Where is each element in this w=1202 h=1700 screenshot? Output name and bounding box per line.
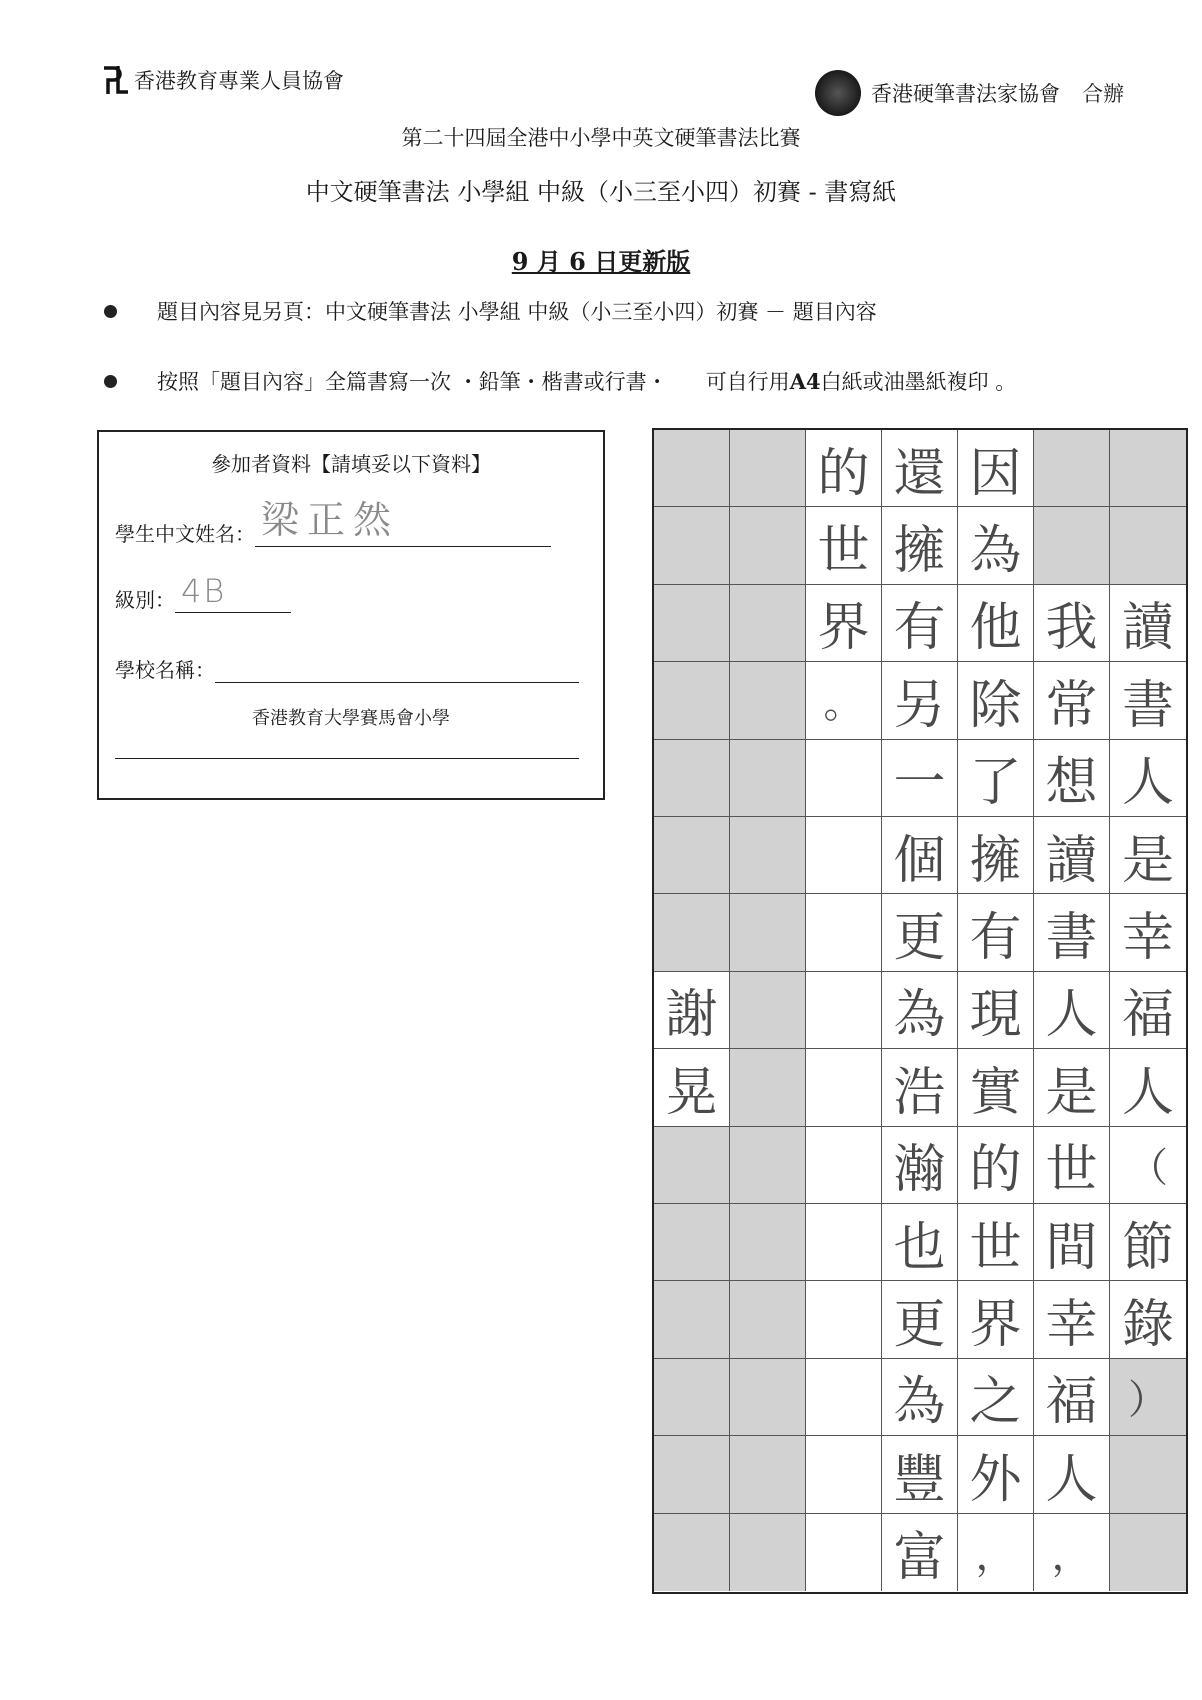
instruction-2-paper-size: A4 [789,368,821,394]
grid-cell[interactable]: 因 [958,430,1034,507]
grid-cell[interactable]: 常 [1034,662,1110,739]
grid-column [1110,430,1186,1592]
grade-label: 級別： [115,588,175,612]
grid-cell[interactable]: 也 [882,1204,958,1281]
grid-cell[interactable]: 錄 [1110,1281,1186,1358]
grid-cell[interactable] [806,972,882,1049]
grid-cell[interactable]: 為 [882,1359,958,1436]
grid-cell[interactable]: ） [1110,1359,1186,1436]
school-value: 香港教育大學賽馬會小學 [252,708,450,729]
grid-cell[interactable]: 。 [806,662,882,739]
grid-cell[interactable]: 更 [882,894,958,971]
name-label: 學生中文姓名： [115,522,255,546]
grid-column [654,430,730,1592]
grid-cell[interactable]: 界 [958,1281,1034,1358]
instruction-1-text: 題目內容見另頁：中文硬筆書法 小學組 中級（小三至小四）初賽 － 題目內容 [157,300,877,324]
grid-cell[interactable]: 現 [958,972,1034,1049]
grid-cell[interactable] [806,1049,882,1126]
grid-cell[interactable]: 福 [1110,972,1186,1049]
grid-cell[interactable]: 擁 [882,507,958,584]
grid-cell[interactable]: 晃 [654,1049,730,1126]
grid-cell[interactable]: （ [1110,1127,1186,1204]
grid-cell[interactable]: 富 [882,1514,958,1591]
grid-cell[interactable]: 福 [1034,1359,1110,1436]
grade-value: 4B [181,572,227,610]
grid-cell[interactable]: 人 [1110,740,1186,817]
grid-cell[interactable] [730,740,806,817]
grid-cell[interactable]: 浩 [882,1049,958,1126]
org-right [815,70,1124,116]
grid-cell[interactable] [654,1436,730,1513]
grid-cell[interactable] [730,817,806,894]
grid-cell[interactable]: 為 [882,972,958,1049]
grid-cell[interactable] [730,507,806,584]
grid-cell[interactable]: 豐 [882,1436,958,1513]
seal-logo-icon [815,70,861,116]
grid-cell[interactable] [730,662,806,739]
grid-cell[interactable] [806,1514,882,1591]
grid-cell[interactable] [806,894,882,971]
grid-cell[interactable] [1034,430,1110,507]
grid-cell[interactable] [654,740,730,817]
grid-cell[interactable] [806,740,882,817]
grid-cell[interactable] [806,1436,882,1513]
grid-cell[interactable] [654,1204,730,1281]
grid-cell[interactable]: 有 [958,894,1034,971]
bullet-icon [104,305,117,318]
name-value: 梁正然 [261,498,400,542]
grid-cell[interactable] [730,1514,806,1591]
grid-cell[interactable]: 的 [958,1127,1034,1204]
grid-cell[interactable] [654,430,730,507]
grid-cell[interactable] [1110,1514,1186,1591]
grid-cell[interactable]: 擁 [958,817,1034,894]
grade-field[interactable] [115,572,291,613]
grid-cell[interactable] [806,1127,882,1204]
grid-cell[interactable]: 還 [882,430,958,507]
grid-column [1034,430,1110,1592]
grid-cell[interactable]: 個 [882,817,958,894]
grid-cell[interactable]: 了 [958,740,1034,817]
grid-cell[interactable]: ， [958,1514,1034,1591]
grid-cell[interactable]: 界 [806,585,882,662]
grid-cell[interactable] [730,1204,806,1281]
bullet-icon [104,375,117,388]
grid-cell[interactable] [654,1281,730,1358]
grid-cell[interactable]: 除 [958,662,1034,739]
grid-cell[interactable]: 幸 [1034,1281,1110,1358]
instruction-2-text-b: 可自行用 [705,370,790,394]
school-label: 學校名稱： [115,658,215,682]
grid-cell[interactable] [1110,507,1186,584]
school-field[interactable] [115,654,579,683]
grid-cell[interactable] [806,1204,882,1281]
grid-cell[interactable]: 為 [958,507,1034,584]
grid-cell[interactable]: 更 [882,1281,958,1358]
grid-cell[interactable] [654,1127,730,1204]
grid-cell[interactable]: 有 [882,585,958,662]
grid-cell[interactable]: 之 [958,1359,1034,1436]
grid-cell[interactable] [654,1514,730,1591]
grid-cell[interactable] [1034,507,1110,584]
grid-cell[interactable]: 間 [1034,1204,1110,1281]
grid-cell[interactable] [730,585,806,662]
org-right-name: 香港硬筆書法家協會 [871,82,1060,106]
grid-cell[interactable] [654,1359,730,1436]
name-field[interactable] [115,498,551,547]
grid-cell[interactable]: 想 [1034,740,1110,817]
grid-column [806,430,882,1592]
grid-cell[interactable]: 人 [1034,1436,1110,1513]
instruction-2-text-a: 按照「題目內容」全篇書寫一次 ・鉛筆・楷書或行書・ [157,370,668,394]
instruction-2-text-c: 白紙或油墨紙複印 。 [820,370,1017,394]
grid-cell[interactable]: 節 [1110,1204,1186,1281]
org-left-name: 香港教育專業人員協會 [134,69,344,93]
participant-box-title: 參加者資料【請填妥以下資料】 [211,452,491,476]
pti-logo-icon [100,62,130,98]
grid-cell[interactable]: 一 [882,740,958,817]
grid-cell[interactable]: 人 [1110,1049,1186,1126]
participant-box [97,430,605,800]
grid-cell[interactable] [806,817,882,894]
grid-cell[interactable]: 我 [1034,585,1110,662]
grid-cell[interactable]: 書 [1034,894,1110,971]
grid-cell[interactable]: 是 [1034,1049,1110,1126]
grid-cell[interactable]: 的 [806,430,882,507]
grid-cell[interactable] [730,1049,806,1126]
competition-title: 第二十四屆全港中小學中英文硬筆書法比賽 [401,126,801,150]
grid-cell[interactable] [730,1127,806,1204]
grid-column [958,430,1034,1592]
grid-cell[interactable]: 世 [958,1204,1034,1281]
grid-cell[interactable] [806,1359,882,1436]
grid-column [730,430,806,1592]
school-extra-line[interactable] [115,758,579,759]
grid-cell[interactable] [654,507,730,584]
grid-cell[interactable] [806,1281,882,1358]
grid-cell[interactable] [730,972,806,1049]
version-label: 9 月 6 日更新版 [511,247,691,276]
org-left [100,62,344,98]
grid-cell[interactable]: 幸 [1110,894,1186,971]
grid-cell[interactable]: 瀚 [882,1127,958,1204]
grid-cell[interactable] [654,817,730,894]
grid-cell[interactable] [654,662,730,739]
grid-cell[interactable]: 謝 [654,972,730,1049]
grid-cell[interactable] [730,1436,806,1513]
grid-cell[interactable]: ， [1034,1514,1110,1591]
grid-cell[interactable]: 是 [1110,817,1186,894]
grid-cell[interactable]: 他 [958,585,1034,662]
grid-cell[interactable] [730,1359,806,1436]
grid-column [882,430,958,1592]
grid-cell[interactable]: 實 [958,1049,1034,1126]
grid-cell[interactable]: 世 [806,507,882,584]
paper-title: 中文硬筆書法 小學組 中級（小三至小四）初賽 - 書寫紙 [305,178,897,206]
grid-cell[interactable]: 人 [1034,972,1110,1049]
grid-cell[interactable] [654,585,730,662]
instruction-1 [104,296,877,326]
grid-cell[interactable]: 書 [1110,662,1186,739]
grid-cell[interactable]: 外 [958,1436,1034,1513]
grid-cell[interactable] [654,894,730,971]
instruction-2 [104,366,1016,396]
grid-cell[interactable]: 讀 [1034,817,1110,894]
grid-cell[interactable]: 讀 [1110,585,1186,662]
grid-cell[interactable] [1110,430,1186,507]
grid-cell[interactable] [730,430,806,507]
grid-cell[interactable]: 另 [882,662,958,739]
grid-cell[interactable]: 世 [1034,1127,1110,1204]
writing-grid [652,428,1188,1594]
grid-cell[interactable] [1110,1436,1186,1513]
grid-cell[interactable] [730,1281,806,1358]
grid-cell[interactable] [730,894,806,971]
co-organize-label: 合辦 [1082,82,1124,106]
